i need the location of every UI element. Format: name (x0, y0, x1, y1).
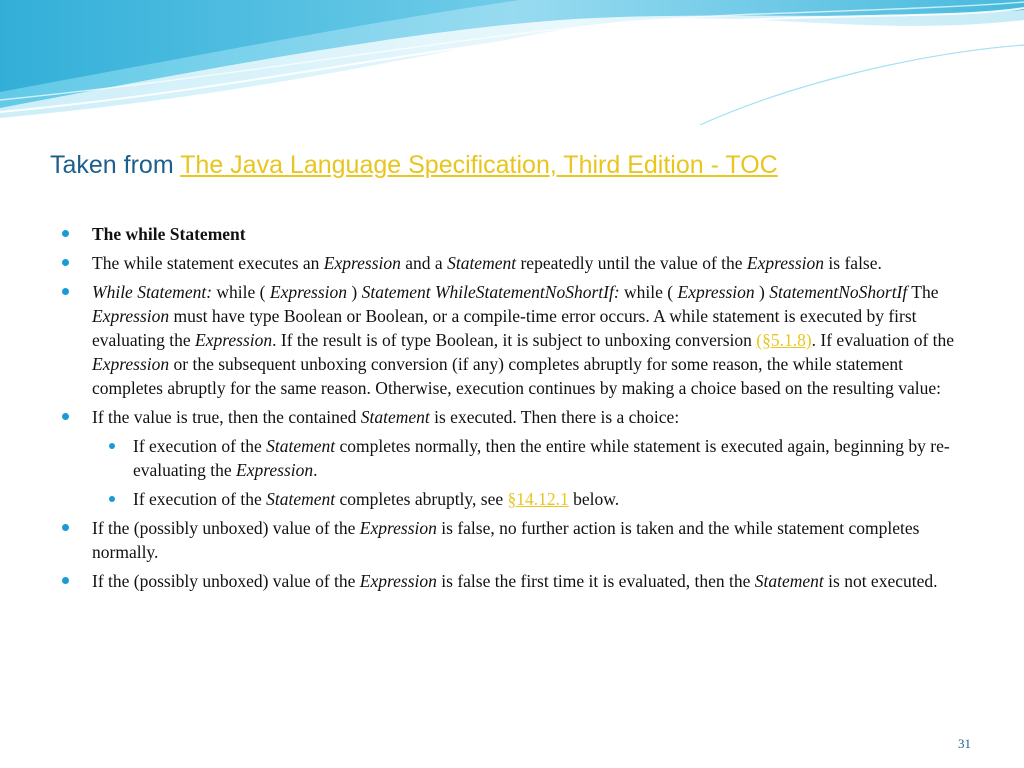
bullet-while-description: The while statement executes an Expression and a Statement repeatedly until the value of the Expression is false. (60, 251, 975, 275)
title-prefix: Taken from (50, 151, 181, 179)
header-wave-decoration (0, 0, 1024, 125)
sub-bullet-completes-normally: If execution of the Statement completes normally, then the entire while statement is executed again, beginning by re-evaluating the Expression. (92, 434, 975, 482)
bullet-value-true: If the value is true, then the contained Statement is executed. Then there is a choice: If execution of the Statement completes normally, then the entire while statement is executed again, beginning by re-evaluating the Expression. If execution of the Statement completes abruptly, see §14.12.1 below. (60, 405, 975, 511)
sub-bullet-completes-abruptly: If execution of the Statement completes abruptly, see §14.12.1 below. (92, 487, 975, 511)
page-number: 31 (958, 736, 971, 751)
sub-bullet-list (92, 434, 975, 511)
bullet-while-statement-heading: The while Statement (60, 222, 975, 246)
section-5-1-8-link[interactable]: (§5.1.8) (756, 330, 812, 350)
bullet-value-false: If the (possibly unboxed) value of the Expression is false, no further action is taken and the while statement completes normally. (60, 516, 975, 564)
slide-title (50, 148, 778, 182)
jls-toc-link[interactable]: The Java Language Specification, Third Edition - TOC (180, 151, 778, 179)
bullet-list (60, 222, 975, 593)
section-14-12-1-link[interactable]: §14.12.1 (507, 489, 569, 509)
bullet-while-grammar: While Statement: while ( Expression ) Statement WhileStatementNoShortIf: while ( Expression ) StatementNoShortIf The Expression must have type Boolean or Boolean, or a compile-time error occurs. A while statement is executed by first evaluating the Expression. If the result is of type Boolean, it is subject to unboxing conversion (§5.1.8). If evaluation of the Expression or the subsequent unboxing conversion (if any) completes abruptly for some reason, the while statement completes abruptly for the same reason. Otherwise, execution continues by making a choice based on the resulting value: (60, 280, 975, 400)
bullet-false-first-time: If the (possibly unboxed) value of the Expression is false the first time it is evaluated, then the Statement is not executed. (60, 569, 975, 593)
slide-content (60, 222, 975, 598)
